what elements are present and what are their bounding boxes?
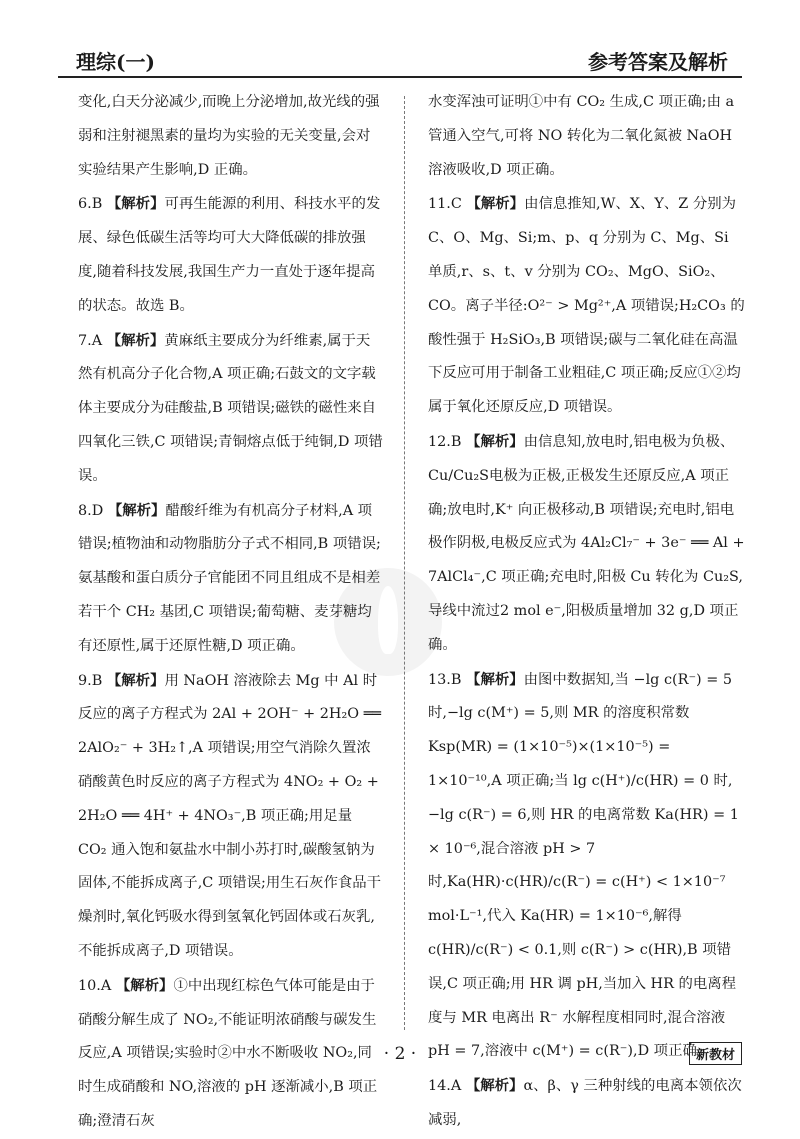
edition-badge: 新教材 (689, 1042, 742, 1065)
answer-item: 11.C 【解析】由信息推知,W、X、Y、Z 分别为 C、O、Mg、Si;m、p、q 分别为 C、Mg、Si 单质,r、s、t、v 分别为 CO₂、MgO、SiO₂、CO。离子半径:O²⁻ > Mg²⁺,A 项错误;H₂CO₃ 的酸性强于 H₂SiO₃,B 项错误;碳与二氧化硅在高温下反应可用于制备工业粗硅,C 项正确;反应①②均属于氧化还原反应,D 项错误。 (428, 195, 745, 416)
page-number: · 2 · (383, 1044, 417, 1064)
answer-item: 7.A 【解析】黄麻纸主要成分为纤维素,属于天然有机高分子化合物,A 项正确;石鼓文的文字载体主要成分为硅酸盐,B 项错误;磁铁的磁性来自四氧化三铁,C 项错误;青铜熔点低于纯铜,D 项错误。 (78, 331, 383, 484)
answer-number: 8.D (78, 502, 104, 519)
analysis-tag: 【解析】 (465, 1077, 524, 1095)
answer-item: 14.A 【解析】α、β、γ 三种射线的电离本领依次减弱, (428, 1077, 742, 1128)
section-title: 参考答案及解析 (588, 50, 728, 74)
answer-number: 11.C (428, 196, 462, 213)
answer-number: 6.B (78, 196, 103, 213)
analysis-tag: 【解析】 (466, 670, 524, 688)
answer-number: 7.A (78, 332, 103, 349)
answer-item: 8.D 【解析】醋酸纤维为有机高分子材料,A 项错误;植物油和动物脂肪分子式不相同,B 项错误;氨基酸和蛋白质分子官能团不同且组成不是相差若干个 CH₂ 基团,C 项错误;葡萄糖、麦芽糖均有还原性,属于还原性糖,D 项正确。 (78, 501, 381, 654)
answer-item: 9.B 【解析】用 NaOH 溶液除去 Mg 中 Al 时反应的离子方程式为 2Al + 2OH⁻ + 2H₂O ══ 2AlO₂⁻ + 3H₂↑,A 项错误;用空气消除久置浓硝酸黄色时反应的离子方程式为 4NO₂ + O₂ + 2H₂O ══ 4H⁺ + 4NO₃⁻,B 项正确;用足量 CO₂ 通入饱和氨盐水中制小苏打时,碳酸氢钠为固体,不能拆成离子,C 项错误;用生石灰作食品干燥剂时,氧化钙吸水得到氢氧化钙固体或石灰乳,不能拆成离子,D 项错误。 (78, 671, 382, 959)
column-divider (404, 96, 405, 1030)
right-column (428, 86, 746, 1138)
analysis-tag: 【解析】 (106, 195, 165, 213)
subject-title: 理综(一) (76, 50, 155, 74)
answer-item: 13.B 【解析】由图中数据知,当 −lg c(R⁻) = 5 时,−lg c(M⁺) = 5,则 MR 的溶度积常数 Ksp(MR) = (1×10⁻⁵)×(1×10⁻⁵) = 1×10⁻¹⁰,A 项正确;当 lg c(H⁺)/c(HR) = 0 时,−lg c(R⁻) = 6,则 HR 的电离常数 Ka(HR) = 1 × 10⁻⁶,混合溶液 pH > 7 时,Ka(HR)·c(HR)/c(R⁻) = c(H⁺) < 1×10⁻⁷ mol·L⁻¹,代入 Ka(HR) = 1×10⁻⁶,解得 c(HR)/c(R⁻) < 0.1,则 c(R⁻) > c(HR),B 项错误,C 项正确;用 HR 调 pH,当加入 HR 的电离程度与 MR 电离出 R⁻ 水解程度相同时,混合溶液 pH = 7,溶液中 c(M⁺) = c(R⁻),D 项正确。 (428, 670, 739, 1060)
answer-item: 10.A 【解析】①中出现红棕色气体可能是由于硝酸分解生成了 NO₂,不能证明浓硝酸与碳发生反应,A 项错误;实验时②中水不断吸收 NO₂,同时生成硝酸和 NO,溶液的 pH 逐渐减小,B 项正确;澄清石灰 (78, 976, 378, 1129)
answer-item: 6.B 【解析】可再生能源的利用、科技水平的发展、绿色低碳生活等均可大大降低碳的排放强度,随着科技发展,我国生产力一直处于逐年提高的状态。故选 B。 (78, 195, 381, 314)
analysis-tag: 【解析】 (106, 331, 165, 349)
answer-item: 变化,白天分泌减少,而晚上分泌增加,故光线的强弱和注射褪黑素的量均为实验的无关变量,会对实验结果产生影响,D 正确。 (78, 94, 380, 178)
answer-number: 9.B (78, 672, 103, 689)
left-column (78, 86, 383, 1139)
answer-number: 12.B (428, 433, 462, 450)
analysis-tag: 【解析】 (466, 195, 525, 213)
answer-number: 10.A (78, 977, 112, 994)
analysis-tag: 【解析】 (107, 501, 166, 519)
analysis-tag: 【解析】 (466, 432, 524, 450)
answer-number: 13.B (428, 671, 462, 688)
answer-item: 12.B 【解析】由信息知,放电时,铝电极为负极、Cu/Cu₂S电极为正极,正极发生还原反应,A 项正确;放电时,K⁺ 向正极移动,B 项错误;充电时,铝电极作阴极,电极反应式为 4Al₂Cl₇⁻ + 3e⁻ ══ Al + 7AlCl₄⁻,C 项正确;充电时,阳极 Cu 转化为 Cu₂S,导线中流过2 mol e⁻,阳极质量增加 32 g,D 项正确。 (428, 432, 745, 653)
answer-number: 14.A (428, 1078, 462, 1095)
analysis-tag: 【解析】 (115, 976, 174, 994)
analysis-tag: 【解析】 (106, 671, 165, 689)
answer-item: 水变浑浊可证明①中有 CO₂ 生成,C 项正确;由 a 管通入空气,可将 NO 转化为二氧化氮被 NaOH 溶液吸收,D 项正确。 (428, 94, 735, 178)
page-header (58, 36, 742, 78)
